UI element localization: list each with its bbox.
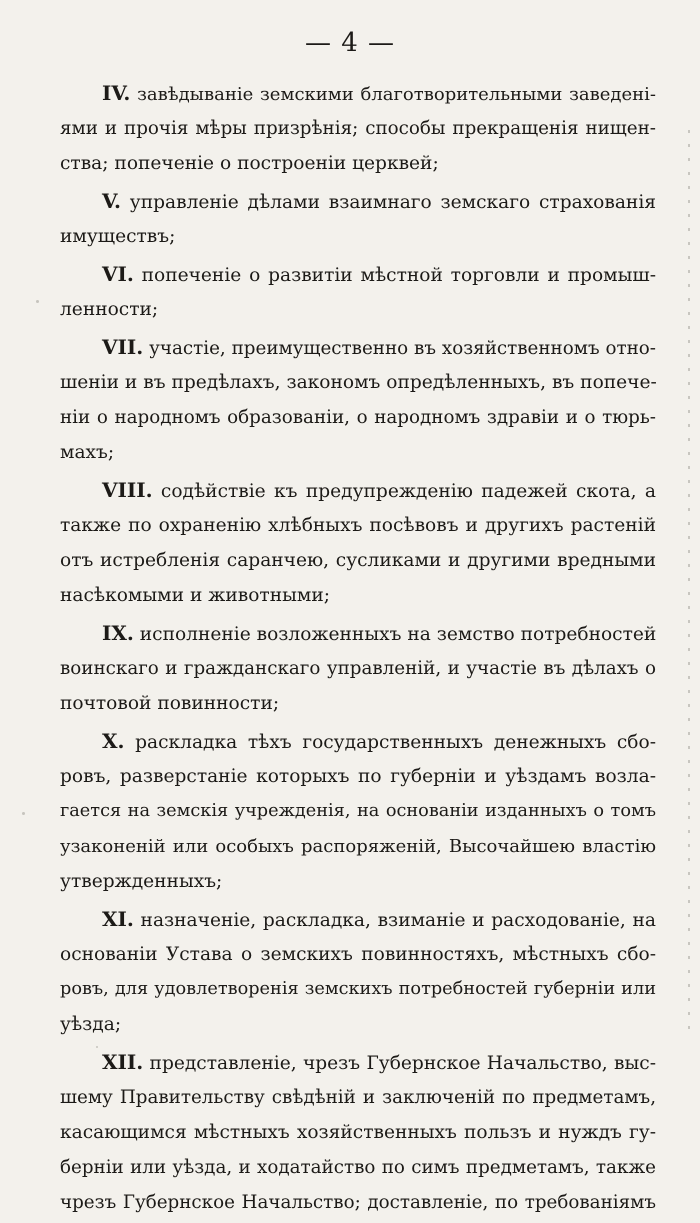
numbered-paragraph (60, 76, 656, 181)
paragraph-line (60, 864, 656, 899)
line-text: отъ истребленія саранчею, сусликами и другими вредными (60, 550, 656, 571)
line-text: воинскаго и гражданскаго управленій, и участіе въ дѣлахъ о (60, 658, 656, 679)
line-text: управленіе дѣлами взаимнаго земскаго страхованія (129, 192, 656, 213)
line-text: исполненіе возложенныхъ на земство потребностей (139, 624, 657, 645)
paragraph-line (60, 543, 656, 578)
paragraph-first-line (60, 1045, 656, 1080)
line-text: уѣзда; (60, 1014, 122, 1035)
paragraph-line (60, 686, 656, 721)
line-text: ленности; (60, 299, 159, 320)
numbered-paragraph (60, 902, 656, 1042)
paragraph-first-line (60, 724, 656, 759)
paragraph-number: VIII. (102, 478, 153, 502)
line-text: касающимся мѣстныхъ хозяйственныхъ пользъ и нуждъ гу- (60, 1122, 656, 1143)
numbered-paragraph (60, 330, 656, 470)
paragraph-number: V. (102, 189, 121, 213)
line-text: шему Правительству свѣдѣній и заключеній по предметамъ, (60, 1087, 656, 1108)
paragraph-line (60, 578, 656, 613)
line-text: ства; попеченіе о построеніи церквей; (60, 153, 439, 174)
line-text: основаніи Устава о земскихъ повинностяхъ, мѣстныхъ сбо- (60, 944, 656, 965)
paragraph-line (60, 435, 656, 470)
paragraph-line (60, 146, 656, 181)
line-text: ровъ, разверстаніе которыхъ по губерніи и уѣздамъ возла- (60, 766, 656, 787)
paper-speck (36, 300, 39, 303)
paragraph-line (60, 400, 656, 435)
paragraph-line (60, 651, 656, 686)
line-text: насѣкомыми и животными; (60, 585, 331, 606)
paragraph-number: X. (102, 729, 125, 753)
paragraph-line (60, 292, 656, 327)
paragraph-number: IX. (102, 621, 134, 645)
paragraph-number: VI. (102, 262, 134, 286)
paragraph-line (60, 1080, 656, 1115)
line-text: представленіе, чрезъ Губернское Начальство, выс- (149, 1053, 656, 1074)
paragraph-first-line (60, 76, 656, 111)
paragraph-first-line (60, 616, 656, 651)
numbered-paragraph (60, 616, 656, 721)
paragraph-line (60, 219, 656, 254)
paragraph-number: XII. (102, 1050, 144, 1074)
numbered-paragraph (60, 473, 656, 613)
paragraph-line (60, 794, 656, 829)
line-text: раскладка тѣхъ государственныхъ денежныхъ сбо- (135, 732, 656, 753)
line-text: ями и прочія мѣры призрѣнія; способы прекращенія нищен- (60, 118, 656, 139)
paragraph-first-line (60, 184, 656, 219)
paragraph-line (60, 937, 656, 972)
paragraph-line (60, 829, 656, 864)
line-text: узаконеній или особыхъ распоряженій, Высочайшею властію (60, 836, 656, 857)
paragraph-line (60, 1185, 656, 1220)
paragraph-line (60, 1007, 656, 1042)
line-text: содѣйствіе къ предупрежденію падежей скота, а (160, 481, 656, 502)
line-text: утвержденныхъ; (60, 871, 223, 892)
line-text: махъ; (60, 442, 115, 463)
line-text: назначеніе, раскладка, взиманіе и расходованіе, на (140, 910, 656, 931)
line-text: участіе, преимущественно въ хозяйственномъ отно- (149, 338, 656, 359)
numbered-paragraph (60, 1045, 656, 1220)
paragraph-first-line (60, 902, 656, 937)
paragraph-number: VII. (102, 335, 144, 359)
paragraph-first-line (60, 330, 656, 365)
line-text: попеченіе о развитіи мѣстной торговли и промыш- (141, 265, 656, 286)
body-text (60, 76, 656, 1223)
line-text: ровъ, для удовлетворенія земскихъ потребностей губерніи или (60, 979, 656, 999)
page-edge-texture (688, 130, 690, 1030)
paragraph-line (60, 365, 656, 400)
paper-speck (22, 812, 25, 815)
line-text: ніи о народномъ образованіи, о народномъ здравіи и о тюрь- (60, 407, 656, 428)
line-text: завѣдываніе земскими благотворительными заведені- (137, 84, 656, 105)
paragraph-line (60, 759, 656, 794)
line-text: гается на земскія учрежденія, на основаніи изданныхъ о томъ (60, 801, 656, 821)
paragraph-number: IV. (102, 81, 131, 105)
line-text: шеніи и въ предѣлахъ, закономъ опредѣленныхъ, въ попече- (60, 372, 657, 393)
numbered-paragraph (60, 257, 656, 327)
paragraph-number: XI. (102, 907, 134, 931)
line-text: берніи или уѣзда, и ходатайство по симъ предметамъ, также (60, 1157, 656, 1178)
line-text: имуществъ; (60, 226, 176, 247)
numbered-paragraph (60, 724, 656, 899)
line-text: также по охраненію хлѣбныхъ посѣвовъ и другихъ растеній (60, 515, 656, 536)
numbered-paragraph (60, 184, 656, 254)
paragraph-line (60, 1150, 656, 1185)
line-text: почтовой повинности; (60, 693, 280, 714)
paragraph-line (60, 972, 656, 1007)
page-number: — 4 — (304, 28, 396, 58)
paragraph-first-line (60, 473, 656, 508)
paragraph-line (60, 1115, 656, 1150)
line-text: чрезъ Губернское Начальство; доставленіе, по требованіямъ (60, 1192, 656, 1213)
paragraph-line (60, 111, 656, 146)
paragraph-line (60, 508, 656, 543)
paragraph-first-line (60, 257, 656, 292)
